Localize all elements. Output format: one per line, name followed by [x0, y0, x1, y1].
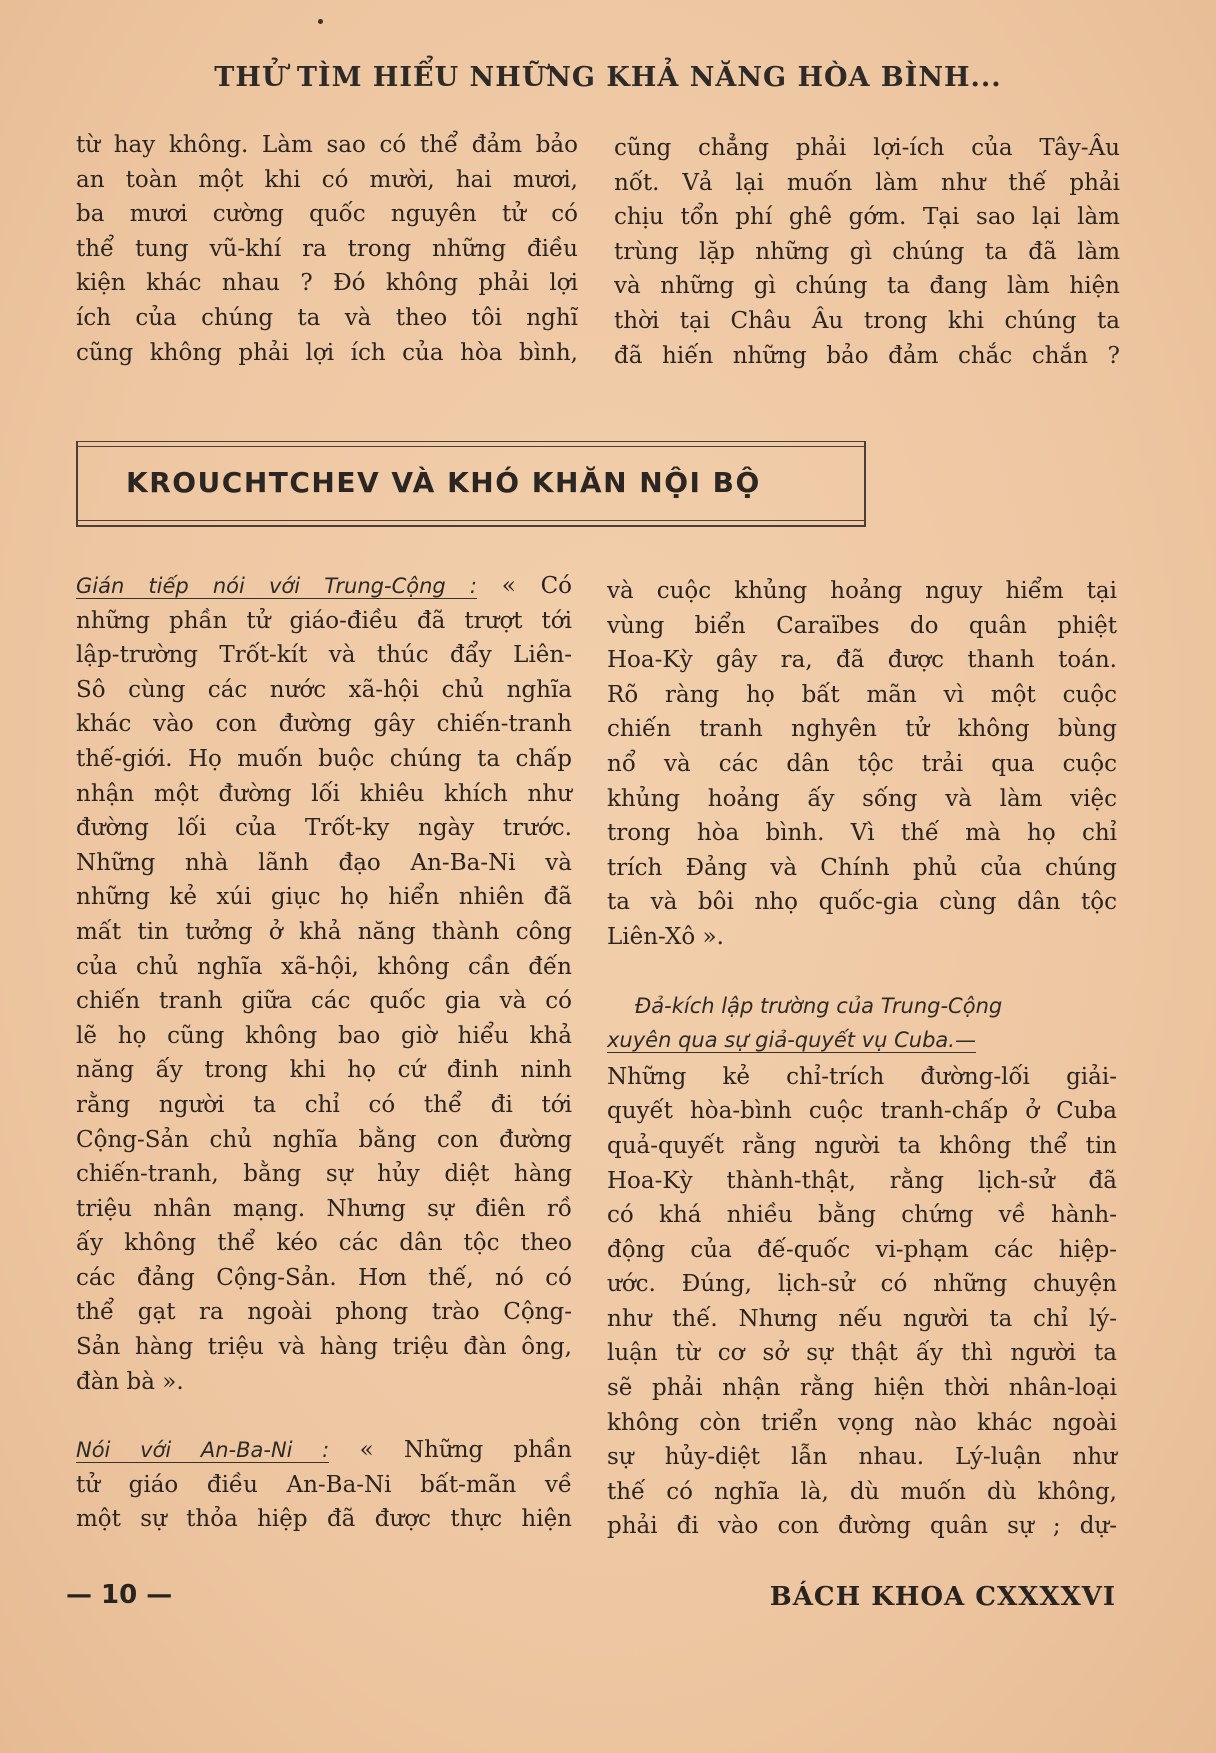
text-line: cũng chẳng phải lợi-ích của Tây-Âu	[614, 135, 1120, 161]
text-line: chiến tranh nghyên tử không bùng	[607, 716, 1117, 743]
text-line: những phần tử giáo-điều đã trượt tới	[76, 607, 572, 634]
text-line: ba mươi cường quốc nguyên tử có	[76, 201, 578, 228]
text-line: quả-quyết rằng người ta không thể tin	[607, 1132, 1117, 1159]
text-line: kiện khác nhau ? Đó không phải lợi	[76, 270, 578, 297]
text-line: trong hòa bình. Vì thế mà họ chỉ	[607, 820, 1117, 847]
subheading-line	[76, 569, 572, 604]
text-line: nhận một đường lối khiêu khích như	[76, 780, 572, 807]
text-line: đã hiến những bảo đảm chắc chắn ?	[614, 342, 1120, 369]
text-line: an toàn một khi có mười, hai mươi,	[76, 166, 578, 193]
top-right-column	[614, 131, 1120, 373]
subheading-cuba: xuyên qua sự giả-quyết vụ Cuba.—	[607, 1028, 976, 1053]
text-line: cũng không phải lợi ích của hòa bình,	[76, 339, 578, 366]
ink-dot	[318, 19, 323, 24]
paragraph-gap	[76, 1399, 572, 1433]
text-line: có khá nhiều bằng chứng về hành-	[607, 1202, 1117, 1229]
text-line: không còn triển vọng nào khác ngoài	[607, 1409, 1117, 1436]
subheading-indirect-china: Gián tiếp nói với Trung-Cộng :	[76, 574, 477, 598]
text-line: nổ và các dân tộc trải qua cuộc	[607, 750, 1117, 777]
subheading-albania: Nói với An-Ba-Ni :	[76, 1438, 330, 1463]
text-line: lẽ họ cũng không bao giờ hiểu khả	[76, 1022, 572, 1049]
text-line: nốt. Vả lại muốn làm như thế phải	[614, 169, 1120, 196]
text-line: chiến-tranh, bằng sự hủy diệt hàng	[76, 1161, 572, 1188]
bottom-left-column	[76, 569, 572, 1537]
text-line: Những nhà lãnh đạo An-Ba-Ni và	[76, 849, 572, 876]
paragraph-2	[607, 1060, 1117, 1544]
text-line: rằng người ta chỉ có thể đi tới	[76, 1091, 572, 1118]
subheading-line-1: Đả-kích lập trường của Trung-Cộng	[635, 993, 1003, 1018]
text-line: trích Đảng và Chính phủ của chúng	[607, 854, 1117, 881]
text-line: Những kẻ chỉ-trích đường-lối giải-	[607, 1063, 1117, 1090]
text-line: một sự thỏa hiệp đã được thực hiện	[76, 1506, 572, 1533]
text-line: thể gạt ra ngoài phong trào Cộng-	[76, 1299, 572, 1326]
section-heading-box	[76, 441, 866, 527]
heading-rule-top	[76, 446, 866, 447]
bottom-right-column	[607, 574, 1117, 1544]
text-line: từ hay không. Làm sao có thể đảm bảo	[76, 132, 578, 158]
text-line: Sản hàng triệu và hàng triệu đàn ông,	[76, 1334, 572, 1361]
subheading-block	[607, 989, 1117, 1060]
text-line: luận từ cơ sở sự thật ấy thì người ta	[607, 1340, 1117, 1367]
text-line: động của đế-quốc vi-phạm các hiệp-	[607, 1236, 1117, 1263]
text-line: khủng hoảng ấy sống và làm việc	[607, 785, 1117, 812]
text-line: các đảng Cộng-Sản. Hơn thế, nó có	[76, 1264, 572, 1291]
text-line: Hoa-Kỳ gây ra, đã được thanh toán.	[607, 647, 1117, 674]
top-left-column	[76, 128, 578, 370]
paragraph-gap	[607, 955, 1117, 989]
text-line: thời tại Châu Âu trong khi chúng ta	[614, 307, 1120, 334]
text-line: ta và bôi nhọ quốc-gia cùng dân tộc	[607, 889, 1117, 916]
text-line: thế có nghĩa là, dù muốn dù không,	[607, 1478, 1117, 1505]
text-line: Sô cùng các nước xã-hội chủ nghĩa	[76, 676, 572, 703]
quote-open: « Có	[501, 573, 573, 599]
text-line: thế-giới. Họ muốn buộc chúng ta chấp	[76, 745, 572, 772]
text-line: những kẻ xúi giục họ hiển nhiên đã	[76, 884, 572, 911]
text-line: phải đi vào con đường quân sự ; dự-	[607, 1513, 1117, 1540]
text-line: ước. Đúng, lịch-sử có những chuyện	[607, 1271, 1117, 1298]
paragraph-1	[76, 604, 572, 1400]
text-line: Liên-Xô ».	[607, 923, 724, 950]
text-line: ích của chúng ta và theo tôi nghĩ	[76, 304, 578, 331]
text-line: chiến tranh giữa các quốc gia và có	[76, 988, 572, 1015]
text-line: khác vào con đường gây chiến-tranh	[76, 711, 572, 738]
text-line: và cuộc khủng hoảng nguy hiểm tại	[607, 578, 1117, 604]
text-line: thể tung vũ-khí ra trong những điều	[76, 235, 578, 262]
journal-name: BÁCH KHOA CXXXXVI	[769, 1582, 1116, 1612]
text-line: của chủ nghĩa xã-hội, không cần đến	[76, 953, 572, 980]
text-line: như thế. Nhưng nếu người ta chỉ lý-	[607, 1305, 1117, 1332]
text-line: quyết hòa-bình cuộc tranh-chấp ở Cuba	[607, 1098, 1117, 1125]
text-line: tử giáo điều An-Ba-Ni bất-mãn về	[76, 1471, 572, 1498]
text-line: lập-trường Trốt-kít và thúc đẩy Liên-	[76, 642, 572, 669]
running-head: THỬ TÌM HIỂU NHỮNG KHẢ NĂNG HÒA BÌNH...	[214, 62, 1002, 93]
text-line: Hoa-Kỳ thành-thật, rằng lịch-sử đã	[607, 1167, 1117, 1194]
paragraph-1	[607, 574, 1117, 955]
text-line: ấy không thể kéo các dân tộc theo	[76, 1230, 572, 1257]
text-line: chịu tổn phí ghê gớm. Tại sao lại làm	[614, 204, 1120, 231]
text-line: trùng lặp những gì chúng ta đã làm	[614, 238, 1120, 265]
subheading-line	[76, 1433, 572, 1468]
quote-open: « Những phần	[359, 1437, 572, 1464]
text-line: sẽ phải nhận rằng hiện thời nhân-loại	[607, 1375, 1117, 1402]
text-line: năng ấy trong khi họ cứ đinh ninh	[76, 1057, 572, 1084]
text-line: đường lối của Trốt-ky ngày trước.	[76, 815, 572, 842]
section-heading: KROUCHTCHEV VÀ KHÓ KHĂN NỘI BỘ	[126, 466, 761, 499]
heading-rule-bottom	[76, 520, 866, 522]
text-line: mất tin tưởng ở khả năng thành công	[76, 918, 572, 945]
text-line: và những gì chúng ta đang làm hiện	[614, 273, 1120, 300]
text-line: vùng biển Caraïbes do quân phiệt	[607, 612, 1117, 639]
text-line: triệu nhân mạng. Nhưng sự điên rồ	[76, 1195, 572, 1222]
paragraph-2	[76, 1468, 572, 1537]
subheading-line-2	[607, 1023, 1117, 1058]
text-line: Cộng-Sản chủ nghĩa bằng con đường	[76, 1126, 572, 1153]
text-line: sự hủy-diệt lẫn nhau. Lý-luận như	[607, 1444, 1117, 1471]
text-line: Rõ ràng họ bất mãn vì một cuộc	[607, 681, 1117, 708]
text-line: đàn bà ».	[76, 1368, 184, 1395]
page-number: — 10 —	[66, 1580, 173, 1610]
